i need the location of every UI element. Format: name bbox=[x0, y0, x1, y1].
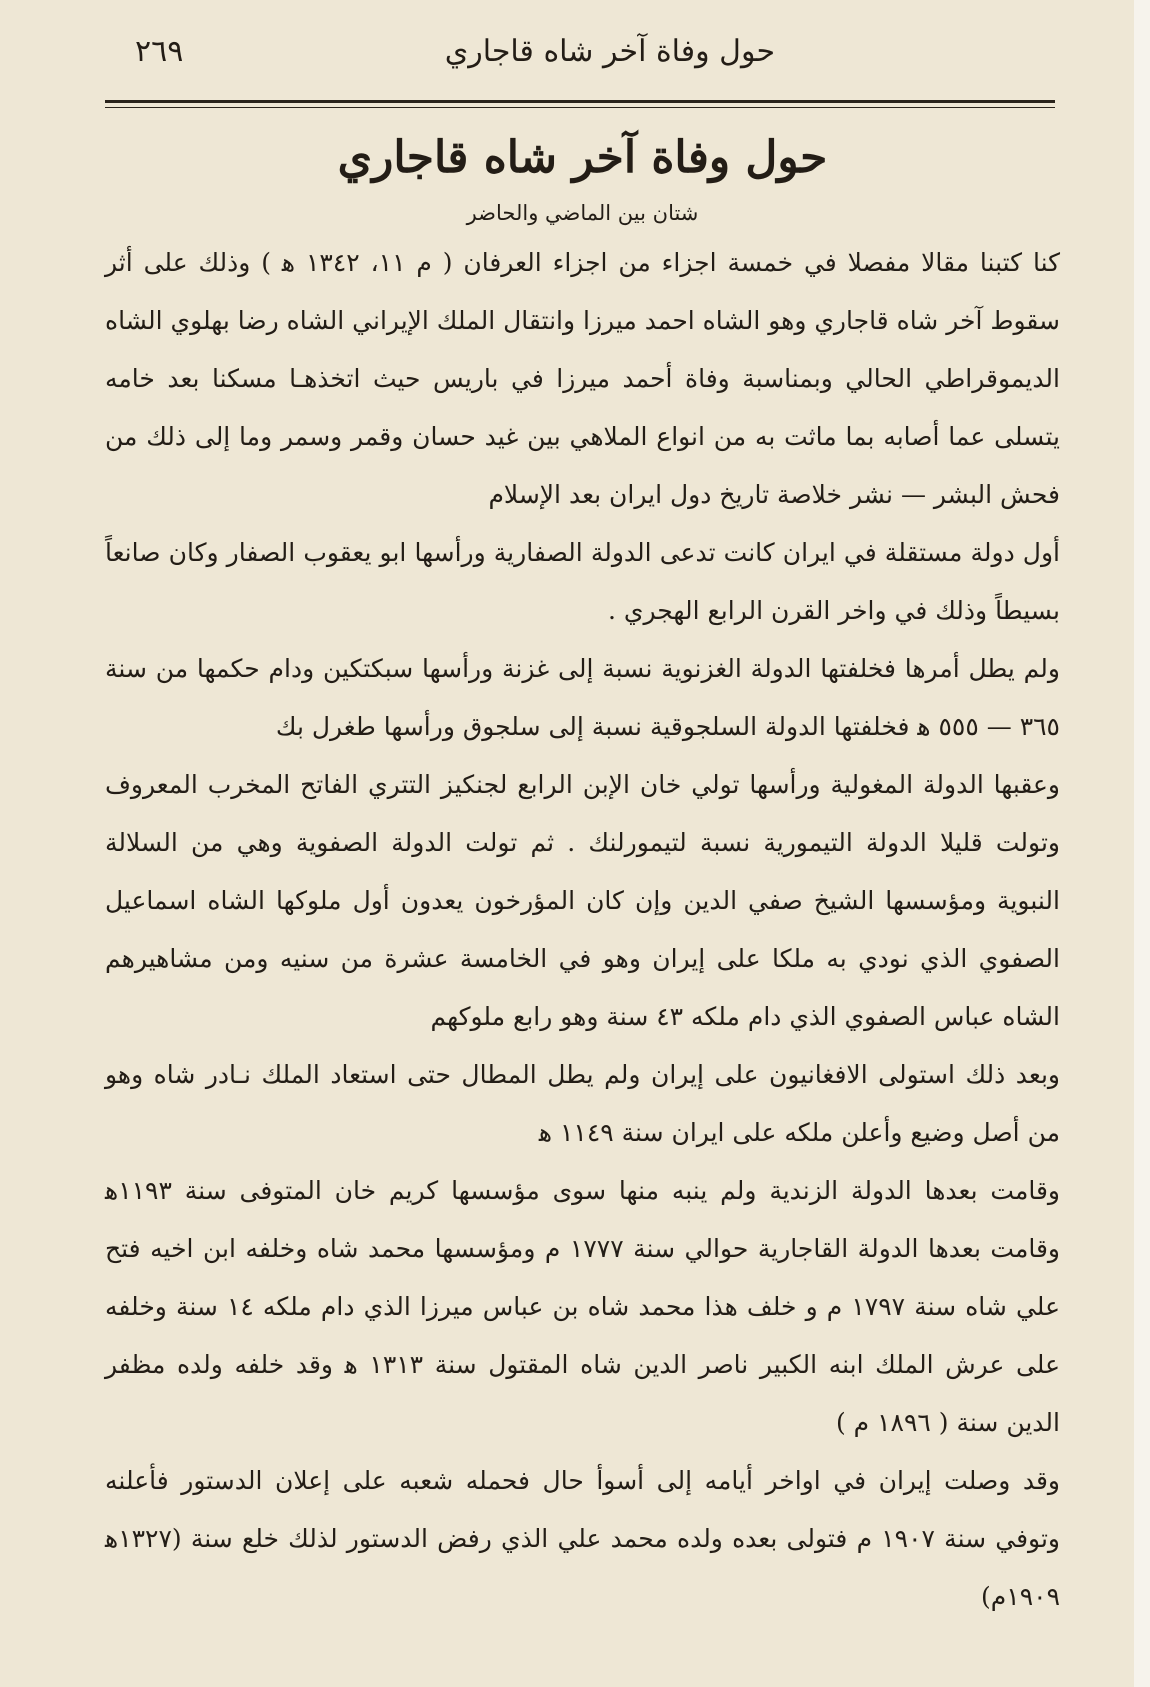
article-title: حول وفاة آخر شاه قاجاري bbox=[337, 132, 828, 183]
paragraph-saffarid: أول دولة مستقلة في ايران كانت تدعى الدولة الصفارية ورأسها ابو يعقوب الصفار وكان صانعاً بسيطاً وذلك في واخر القرن الرابع الهجري . bbox=[105, 538, 1060, 625]
paragraph-zand-qajar: وقامت بعدها الدولة الزندية ولم ينبه منها سوى مؤسسها كريم خان المتوفى سنة ١١٩٣ﻫ وقامت بعدها الدولة القاجارية حوالي سنة ١٧٧٧ م ومؤسسها محمد شاه وخلفه ابن اخيه فتح علي شاه سنة ١٧٩٧ م و خلف هذا محمد شاه بن عباس ميرزا الذي دام ملكه ١٤ سنة وخلفه على عرش الملك ابنه الكبير ناصر الدين شاه المقتول سنة ١٣١٣ ﻫ وقد خلفه ولده مظفر الدين سنة ( ١٨٩٦ م ) bbox=[105, 1176, 1061, 1437]
running-head-title: حول وفاة آخر شاه قاجاري bbox=[444, 34, 775, 69]
page-number: ٢٦٩ bbox=[135, 34, 184, 69]
running-head bbox=[105, 30, 1055, 80]
article-subtitle: شتان بين الماضي والحاضر bbox=[466, 201, 699, 225]
paragraph-ghaznavid: ولم يطل أمرها فخلفتها الدولة الغزنوية نسبة إلى غزنة ورأسها سبكتكين ودام حكمها من سنة ٣٦٥ — ٥٥٥ ﻫ فخلفتها الدولة السلجوقية نسبة إلى سلجوق ورأسها طغرل بك bbox=[105, 654, 1060, 741]
page-edge bbox=[1134, 0, 1150, 1687]
header-rule-thick bbox=[105, 100, 1055, 103]
paragraph-afghan-nadir: وبعد ذلك استولى الافغانيون على إيران ولم يطل المطال حتى استعاد الملك نـادر شاه وهو من أصل وضيع وأعلن ملكه على ايران سنة ١١٤٩ ﻫ bbox=[105, 1060, 1060, 1147]
header-rule-thin bbox=[105, 107, 1055, 108]
article bbox=[105, 118, 1060, 1626]
paragraph-mongol-safavid: وعقبها الدولة المغولية ورأسها تولي خان الإبن الرابع لجنكيز التتري الفاتح المخرب المعروف وتولت قليلا الدولة التيمورية نسبة لتيمورلنك . ثم تولت الدولة الصفوية وهي من السلالة النبوية ومؤسسها الشيخ صفي الدين وإن كان المؤرخون يعدون أول ملوكها الشاه اسماعيل الصفوي الذي نودي به ملكا على إيران وهو في الخامسة عشرة من سنيه ومن مشاهيرهم الشاه عباس الصفوي الذي دام ملكه ٤٣ سنة وهو رابع ملوكهم bbox=[105, 770, 1060, 1031]
paragraph-intro: كنا كتبنا مقالا مفصلا في خمسة اجزاء من اجزاء العرفان ( م ١١، ١٣٤٢ ﻫ ) وذلك على أثر سقوط آخر شاه قاجاري وهو الشاه احمد ميرزا وانتقال الملك الإيراني الشاه رضا بهلوي الشاه الديموقراطي الحالي وبمناسبة وفاة أحمد ميرزا في باريس حيث اتخذهـا مسكنا بعد خامه يتسلى عما أصابه بما ماثت به من انواع الملاهي بين غيد حسان وقمر وسمر وما إلى ذلك من فحش البشر — نشر خلاصة تاريخ دول ايران بعد الإسلام bbox=[105, 248, 1061, 509]
paragraph-constitution: وقد وصلت إيران في اواخر أيامه إلى أسوأ حال فحمله شعبه على إعلان الدستور فأعلنه وتوفي سنة ١٩٠٧ م فتولى بعده ولده محمد علي الذي رفض الدستور لذلك خلع سنة (١٣٢٧ﻫ ١٩٠٩م) bbox=[105, 1466, 1060, 1611]
